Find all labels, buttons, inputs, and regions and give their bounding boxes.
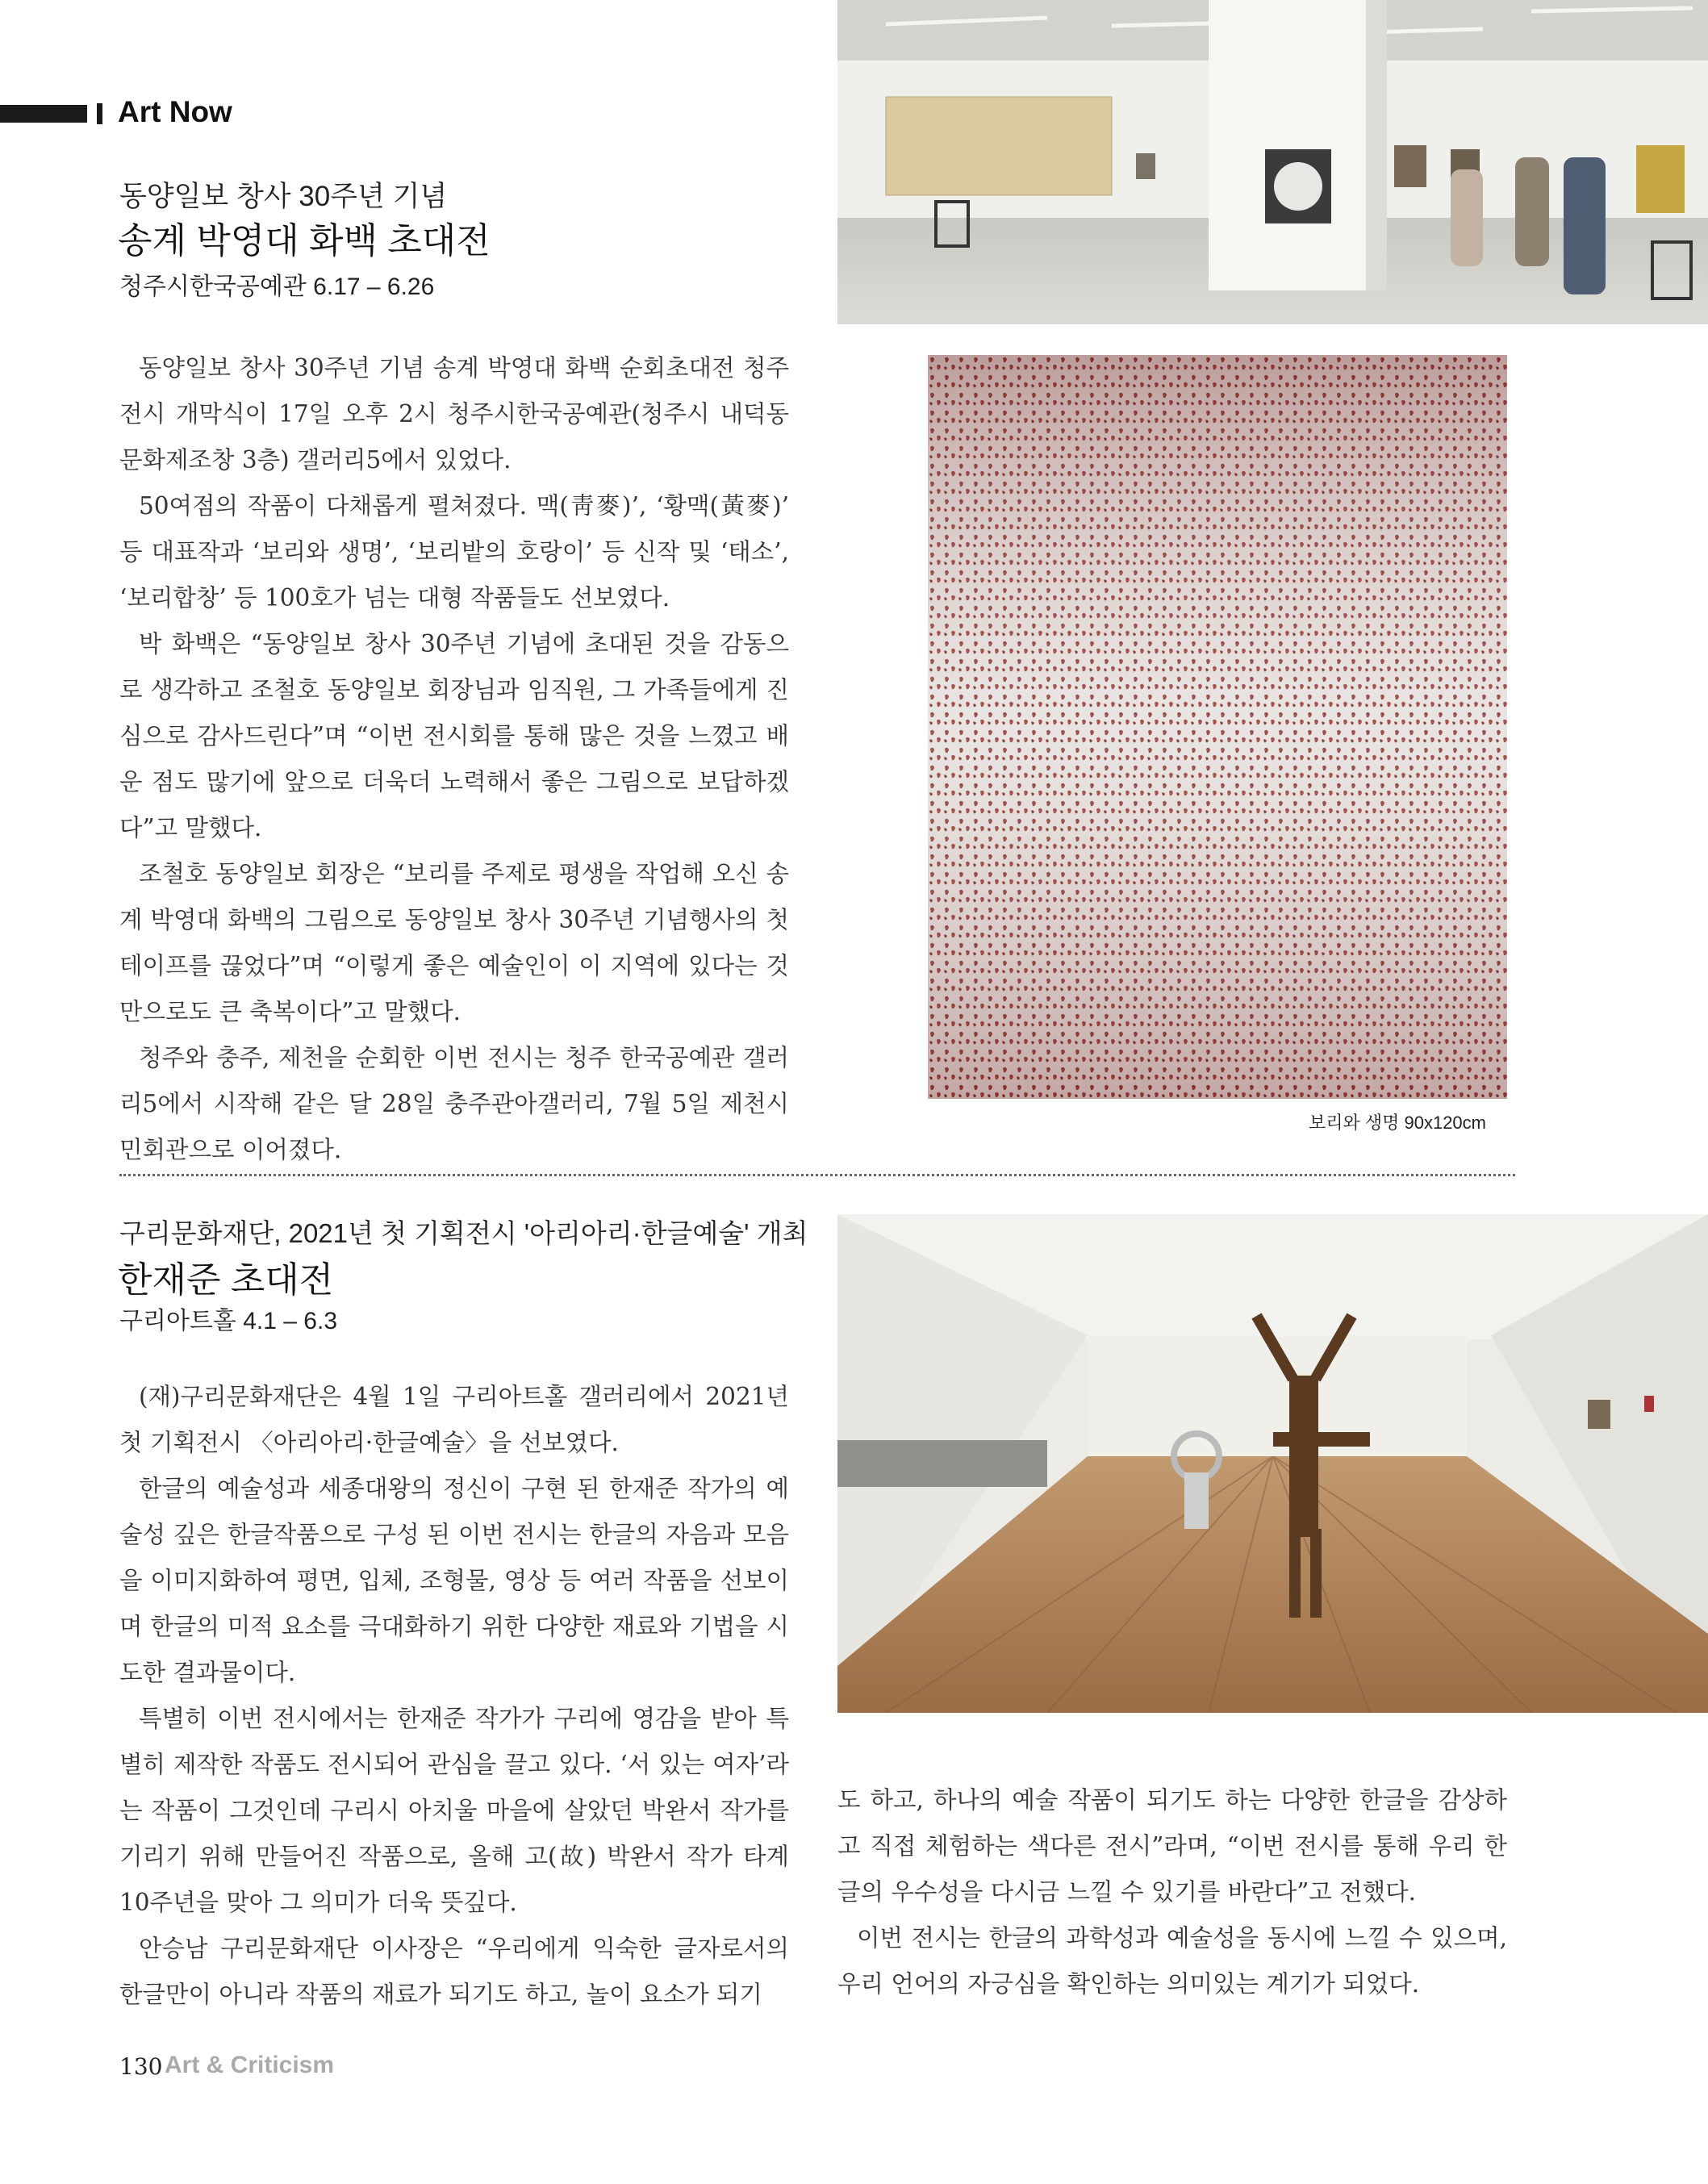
article2-body-left (119, 1374, 789, 2018)
paragraph: 안승남 구리문화재단 이사장은 “우리에게 익숙한 글자로서의 한글만이 아니라 작품의 재료가 되기도 하고, 놀이 요소가 되기 (119, 1935, 789, 2008)
gallery-photo (837, 0, 1708, 324)
paragraph: 청주와 충주, 제천을 순회한 이번 전시는 청주 한국공예관 갤러리5에서 시작해 같은 달 28일 충주관아갤러리, 7월 5일 제천시민회관으로 이어졌다. (119, 1044, 789, 1163)
painting-caption: 보리와 생명 90x120cm (1309, 1113, 1486, 1133)
article2-venue: 구리아트홀 4.1 – 6.3 (119, 1308, 337, 1334)
paragraph: (재)구리문화재단은 4월 1일 구리아트홀 갤러리에서 2021년 첫 기획전시 〈아리아리·한글예술〉을 선보였다. (119, 1383, 789, 1456)
section-divider (119, 1174, 1515, 1176)
section-label: Art Now (118, 95, 232, 128)
paragraph: 도 하고, 하나의 예술 작품이 되기도 하는 다양한 한글을 감상하고 직접 체험하는 색다른 전시”라며, “이번 전시를 통해 우리 한글의 우수성을 다시금 느낄 수 있기를 바란다”고 전했다. (837, 1786, 1507, 1906)
page-number: 130 (119, 2053, 163, 2080)
painting-image (928, 355, 1507, 1099)
article1-subtitle: 동양일보 창사 30주년 기념 (119, 181, 448, 212)
article2-title: 한재준 초대전 (118, 1260, 334, 1300)
section-bar (0, 105, 87, 123)
article2-subtitle: 구리문화재단, 2021년 첫 기획전시 '아리아리·한글예술' 개최 (119, 1218, 808, 1248)
paragraph: 이번 전시는 한글의 과학성과 예술성을 동시에 느낄 수 있으며, 우리 언어의 자긍심을 확인하는 의미있는 계기가 되었다. (837, 1924, 1507, 1998)
article1-body (119, 345, 789, 1173)
paragraph: 50여점의 작품이 다채롭게 펼쳐졌다. 맥(靑麥)’, ‘황맥(黃麥)’ 등 대표작과 ‘보리와 생명’, ‘보리밭의 호랑이’ 등 신작 및 ‘태소’, ‘보리합창’ 등 100호가 넘는 대형 작품들도 선보였다. (119, 492, 789, 612)
exhibition-hall-photo (837, 1214, 1708, 1713)
magazine-name: Art & Criticism (165, 2052, 335, 2078)
paragraph: 특별히 이번 전시에서는 한재준 작가가 구리에 영감을 받아 특별히 제작한 작품도 전시되어 관심을 끌고 있다. ‘서 있는 여자’라는 작품이 그것인데 구리시 아치울 마을에 살았던 박완서 작가를 기리기 위해 만들어진 작품으로, 올해 고(故) 박완서 작가 타계 10주년을 맞아 그 의미가 더욱 뜻깊다. (119, 1705, 789, 1916)
article1-title: 송계 박영대 화백 초대전 (118, 221, 491, 261)
paragraph: 조철호 동양일보 회장은 “보리를 주제로 평생을 작업해 오신 송계 박영대 화백의 그림으로 동양일보 창사 30주년 기념행사의 첫 테이프를 끊었다”며 “이렇게 좋은 예술인이 이 지역에 있다는 것만으로도 큰 축복이다”고 말했다. (119, 860, 789, 1025)
paragraph: 박 화백은 “동양일보 창사 30주년 기념에 초대된 것을 감동으로 생각하고 조철호 동양일보 회장님과 임직원, 그 가족들에게 진심으로 감사드린다”며 “이번 전시회를 통해 많은 것을 느꼈고 배운 점도 많기에 앞으로 더욱더 노력해서 좋은 그림으로 보답하겠다”고 말했다. (119, 630, 789, 841)
paragraph: 한글의 예술성과 세종대왕의 정신이 구현 된 한재준 작가의 예술성 깊은 한글작품으로 구성 된 이번 전시는 한글의 자음과 모음을 이미지화하여 평면, 입체, 조형물, 영상 등 여러 작품을 선보이며 한글의 미적 요소를 극대화하기 위한 다양한 재료와 기법을 시도한 결과물이다. (119, 1475, 789, 1686)
article2-body-right (837, 1777, 1507, 2007)
paragraph: 동양일보 창사 30주년 기념 송계 박영대 화백 순회초대전 청주 전시 개막식이 17일 오후 2시 청주시한국공예관(청주시 내덕동 문화제조창 3층) 갤러리5에서 있었다. (119, 354, 789, 474)
section-tick (97, 103, 102, 124)
article1-venue: 청주시한국공예관 6.17 – 6.26 (119, 274, 435, 300)
